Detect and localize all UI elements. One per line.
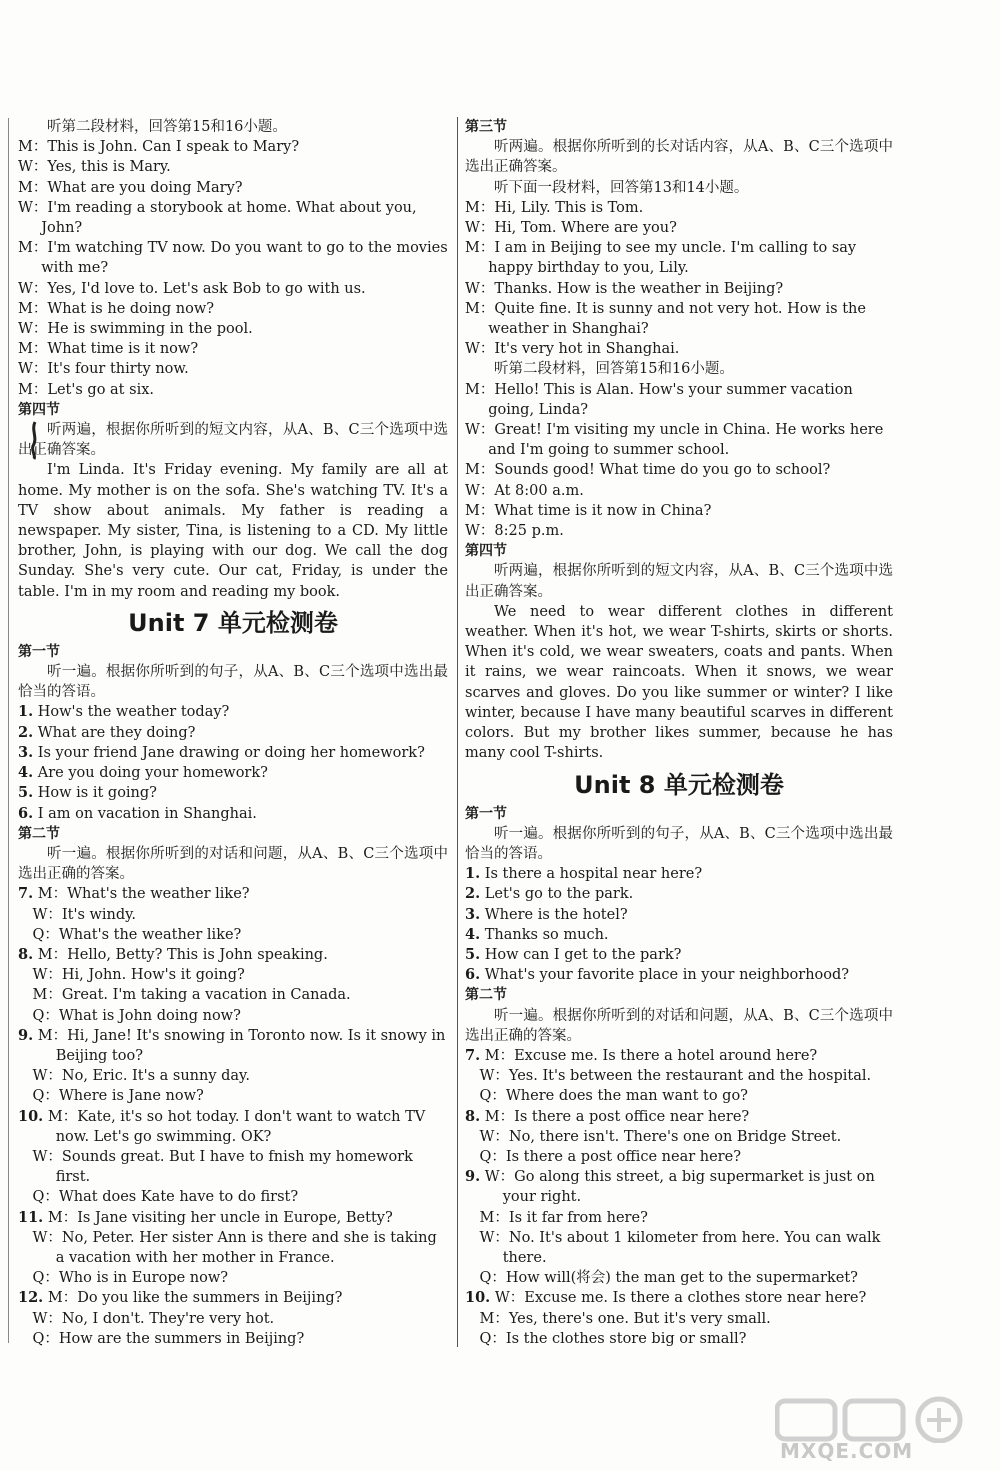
dialog-line bbox=[18, 1208, 448, 1228]
dialog-line: W：Hi, Tom. Where are you? bbox=[465, 220, 677, 237]
section-instructions: 听一遍。根据你所听到的对话和问题，从A、B、C三个选项中选出正确的答案。 bbox=[465, 1007, 893, 1044]
dialog-text: W：No, I don't. They're very hot. bbox=[32, 1310, 275, 1327]
dialog-line: W：Thanks. How is the weather in Beijing? bbox=[465, 280, 784, 297]
dialog-line: W：It's four thirty now. bbox=[18, 361, 189, 378]
question-number: 7. bbox=[465, 1046, 481, 1064]
dialog-line: M：Sounds good! What time do you go to school? bbox=[465, 462, 831, 479]
dialog-line bbox=[18, 1026, 448, 1066]
question-number: 11. bbox=[18, 1208, 44, 1226]
question-number: 2. bbox=[465, 885, 481, 903]
dialog-text: W：No, Peter. Her sister Ann is there and she is taking a vacation with her mother in France. bbox=[32, 1229, 437, 1266]
dialog-line bbox=[18, 1288, 448, 1308]
dialog-line: W：Yes, I'd love to. Let's ask Bob to go with us. bbox=[18, 280, 366, 297]
dialog-line bbox=[465, 1208, 893, 1228]
dialog-line bbox=[18, 905, 448, 925]
question-number: 10. bbox=[465, 1289, 491, 1307]
section-title: 第三节 bbox=[465, 119, 507, 135]
margin-rule bbox=[8, 118, 9, 1343]
dialog-text: M：Excuse me. Is there a hotel around here? bbox=[484, 1047, 818, 1064]
dialog bbox=[465, 198, 893, 360]
dialog-text: M：Great. I'm taking a vacation in Canada. bbox=[32, 987, 351, 1004]
question-text: Are you doing your homework? bbox=[37, 765, 268, 782]
question-item bbox=[465, 864, 893, 884]
dialog-text: W：No, there isn't. There's one on Bridge Street. bbox=[479, 1128, 842, 1145]
dialog-question-list bbox=[465, 1046, 893, 1349]
dialog-line bbox=[465, 1228, 893, 1268]
dialog-line bbox=[465, 1127, 893, 1147]
dialog-line bbox=[465, 1167, 893, 1207]
question-number: 8. bbox=[18, 945, 34, 963]
dialog-text: Q：Who is in Europe now? bbox=[32, 1270, 229, 1287]
question-number: 2. bbox=[18, 723, 34, 741]
dialog-line: M：What is he doing now? bbox=[18, 300, 215, 317]
dialog-line bbox=[465, 1046, 893, 1066]
dialog-line bbox=[465, 1268, 893, 1288]
dialog-text: Q：What's the weather like? bbox=[32, 926, 242, 943]
dialog-line: M：Quite fine. It is sunny and not very hot. How is the weather in Shanghai? bbox=[465, 300, 866, 338]
question-text: What's your favorite place in your neighborhood? bbox=[484, 967, 850, 984]
passage: We need to wear different clothes in different weather. When it's hot, we wear T-shirts, skirts or shorts. When it's cold, we wear sweaters, coats and pants. When it rains, we wear raincoats. When it snows, we wear scarves and gloves. Do you like summer or winter? I like winter, because I have many beautiful scarves in different colors. But my brother likes summer, because he has many cool T-shirts. bbox=[465, 603, 893, 762]
question-number: 9. bbox=[18, 1026, 34, 1044]
question-number: 6. bbox=[465, 966, 481, 984]
question-number: 5. bbox=[465, 945, 481, 963]
dialog-line: M：Let's go at six. bbox=[18, 381, 154, 398]
dialog-text: Q：How will(将会) the man get to the supermarket? bbox=[479, 1270, 858, 1287]
unit-title: Unit 7 单元检测卷 bbox=[128, 608, 338, 637]
dialog-text: M：Is it far from here? bbox=[479, 1209, 648, 1226]
question-number: 3. bbox=[465, 905, 481, 923]
dialog-line: W：Great! I'm visiting my uncle in China. He works here and I'm going to summer school. bbox=[465, 422, 884, 459]
dialog-line bbox=[465, 1086, 893, 1106]
section-title: 第一节 bbox=[18, 643, 60, 660]
dialog-text: Q：Where is Jane now? bbox=[32, 1088, 204, 1105]
dialog-text: M：Hi, Jane! It's snowing in Toronto now. Is it snowy in Beijing too? bbox=[37, 1027, 446, 1064]
question-item bbox=[18, 763, 448, 783]
question-text: How can I get to the park? bbox=[484, 946, 682, 963]
dialog-line bbox=[18, 1147, 448, 1187]
watermark bbox=[760, 1395, 1000, 1471]
question-number: 12. bbox=[18, 1289, 44, 1307]
dialog-text: W：It's windy. bbox=[32, 906, 137, 923]
question-item bbox=[18, 783, 448, 803]
question-number: 9. bbox=[465, 1168, 481, 1186]
dialog-line bbox=[18, 945, 448, 965]
dialog-text: M：Kate, it's so hot today. I don't want to watch TV now. Let's go swimming. OK? bbox=[47, 1108, 426, 1145]
dialog-line: M：This is John. Can I speak to Mary? bbox=[18, 139, 300, 156]
passage: I'm Linda. It's Friday evening. My family are all at home. My mother is on the sofa. She's watching TV. It's a TV show about animals. My father is reading a newspaper. My sister, Tina, is listening to a CD. My little brother, John, is playing with our dog. We call the dog Sunday. She's very cute. Our cat, Friday, is under the table. I'm in my room and reading my book. bbox=[18, 462, 448, 600]
section-title: 第二节 bbox=[465, 987, 507, 1004]
dialog bbox=[465, 380, 893, 542]
dialog-line: 听第二段材料，回答第15和16小题。 bbox=[47, 119, 287, 135]
question-text: Thanks so much. bbox=[484, 926, 609, 943]
dialog-line bbox=[465, 1309, 893, 1329]
dialog-line bbox=[18, 1086, 448, 1106]
dialog-text: Q：How are the summers in Beijing? bbox=[32, 1330, 305, 1347]
question-item bbox=[465, 925, 893, 945]
question-item bbox=[465, 884, 893, 904]
watermark-url: MXQE.COM bbox=[780, 1439, 914, 1463]
dialog-line bbox=[18, 1309, 448, 1329]
left-column bbox=[18, 117, 448, 1349]
dialog-line bbox=[18, 1066, 448, 1086]
question-item bbox=[465, 945, 893, 965]
dialog-line bbox=[18, 1329, 448, 1349]
dialog-text: Q：Is there a post office near here? bbox=[479, 1148, 741, 1165]
question-text: Is your friend Jane drawing or doing her homework? bbox=[37, 744, 425, 761]
question-list bbox=[18, 702, 448, 823]
dialog-text: W：Excuse me. Is there a clothes store near here? bbox=[494, 1290, 867, 1307]
dialog-line bbox=[465, 1329, 893, 1349]
unit-title: Unit 8 单元检测卷 bbox=[574, 770, 784, 799]
question-item bbox=[18, 702, 448, 722]
question-text: How's the weather today? bbox=[37, 704, 230, 721]
dialog-text: Q：What is John doing now? bbox=[32, 1007, 241, 1024]
dialog-line bbox=[18, 985, 448, 1005]
dialog-text: Q：Is the clothes store big or small? bbox=[479, 1330, 747, 1347]
sub-instructions: 听第二段材料，回答第15和16小题。 bbox=[494, 361, 734, 378]
question-item bbox=[465, 905, 893, 925]
dialog-line bbox=[18, 1107, 448, 1147]
dialog-line bbox=[18, 965, 448, 985]
section-instructions: 听一遍。根据你所听到的句子，从A、B、C三个选项中选出最恰当的答语。 bbox=[18, 664, 448, 701]
dialog-line: M：Hello! This is Alan. How's your summer vacation going, Linda? bbox=[465, 381, 853, 418]
dialog-line bbox=[18, 884, 448, 904]
watermark-logo-icon bbox=[775, 1395, 975, 1443]
question-text: How is it going? bbox=[37, 785, 157, 802]
dialog-line: W：It's very hot in Shanghai. bbox=[465, 341, 680, 358]
dialog-line: M：What time is it now in China? bbox=[465, 502, 712, 519]
dialog-line: W：Yes, this is Mary. bbox=[18, 159, 171, 176]
section-title: 第四节 bbox=[465, 543, 507, 560]
dialog-text: W：Sounds great. But I have to fnish my homework first. bbox=[32, 1148, 413, 1186]
section-instructions: 听两遍，根据你所听到的短文内容，从A、B、C三个选项中选出正确答案。 bbox=[465, 563, 893, 600]
dialog-line bbox=[465, 1147, 893, 1167]
dialog-line: W：I'm reading a storybook at home. What about you, John? bbox=[18, 199, 417, 237]
dialog-line bbox=[18, 1187, 448, 1207]
question-item bbox=[18, 804, 448, 824]
question-number: 4. bbox=[465, 925, 481, 943]
dialog-line: M：Hi, Lily. This is Tom. bbox=[465, 199, 644, 216]
dialog-text: M：Yes, there's one. But it's very small. bbox=[479, 1310, 771, 1327]
question-number: 8. bbox=[465, 1107, 481, 1125]
dialog-text: W：Yes. It's between the restaurant and the hospital. bbox=[479, 1068, 872, 1085]
question-text: Is there a hospital near here? bbox=[484, 866, 703, 883]
question-list bbox=[465, 864, 893, 985]
sub-instructions: 听下面一段材料，回答第13和14小题。 bbox=[494, 179, 749, 196]
question-text: What are they doing? bbox=[37, 724, 196, 741]
dialog-line: M：What time is it now? bbox=[18, 341, 199, 358]
section-title: 第二节 bbox=[18, 825, 60, 842]
column-divider bbox=[457, 117, 458, 1347]
dialog-question-list bbox=[18, 884, 448, 1349]
question-item bbox=[465, 965, 893, 985]
question-number: 1. bbox=[18, 703, 34, 721]
section-instructions: 听两遍。根据你所听到的长对话内容，从A、B、C三个选项中选出正确答案。 bbox=[465, 139, 893, 176]
question-text: Where is the hotel? bbox=[484, 906, 628, 923]
dialog-line: M：I am in Beijing to see my uncle. I'm calling to say happy birthday to you, Lily. bbox=[465, 240, 857, 277]
question-number: 10. bbox=[18, 1107, 44, 1125]
section-instructions: 听一遍。根据你所听到的句子，从A、B、C三个选项中选出最恰当的答语。 bbox=[465, 825, 893, 862]
question-text: Let's go to the park. bbox=[484, 886, 634, 903]
question-number: 1. bbox=[465, 865, 481, 883]
dialog-line bbox=[18, 1268, 448, 1288]
section-title: 第四节 bbox=[18, 401, 60, 418]
dialog-line bbox=[465, 1066, 893, 1086]
dialog-line: W：8:25 p.m. bbox=[465, 523, 564, 540]
dialog-line bbox=[18, 1006, 448, 1026]
dialog-text: M：Is Jane visiting her uncle in Europe, Betty? bbox=[47, 1209, 393, 1226]
dialog-part1 bbox=[18, 117, 448, 400]
dialog-line bbox=[18, 925, 448, 945]
dialog-text: Q：What does Kate have to do first? bbox=[32, 1189, 299, 1206]
question-number: 5. bbox=[18, 784, 34, 802]
dialog-line bbox=[18, 1228, 448, 1268]
dialog-text: W：No, Eric. It's a sunny day. bbox=[32, 1068, 250, 1085]
dialog-line: M：What are you doing Mary? bbox=[18, 179, 243, 196]
question-item bbox=[18, 723, 448, 743]
question-number: 7. bbox=[18, 885, 34, 903]
section-title: 第一节 bbox=[465, 805, 507, 822]
dialog-text: W：Hi, John. How's it going? bbox=[32, 967, 245, 984]
dialog-line: W：At 8:00 a.m. bbox=[465, 482, 584, 499]
dialog-text: M：Hello, Betty? This is John speaking. bbox=[37, 946, 328, 963]
question-number: 3. bbox=[18, 743, 34, 761]
right-column bbox=[465, 117, 893, 1349]
dialog-text: W：No. It's about 1 kilometer from here. You can walk there. bbox=[479, 1229, 881, 1266]
dialog-text: M：Is there a post office near here? bbox=[484, 1108, 750, 1125]
section-instructions: 听两遍，根据你所听到的短文内容，从A、B、C三个选项中选出正确答案。 bbox=[18, 422, 448, 459]
dialog-line bbox=[465, 1288, 893, 1308]
dialog-text: W：Go along this street, a big supermarket is just on your right. bbox=[484, 1169, 875, 1206]
question-text: I am on vacation in Shanghai. bbox=[37, 805, 257, 822]
dialog-text: M：What's the weather like? bbox=[37, 886, 250, 903]
dialog-line bbox=[465, 1107, 893, 1127]
dialog-text: M：Do you like the summers in Beijing? bbox=[47, 1290, 343, 1307]
dialog-text: Q：Where does the man want to go? bbox=[479, 1088, 748, 1105]
question-number: 6. bbox=[18, 804, 34, 822]
dialog-line: M：I'm watching TV now. Do you want to go to the movies with me? bbox=[18, 240, 448, 277]
question-item bbox=[18, 743, 448, 763]
question-number: 4. bbox=[18, 764, 34, 782]
dialog-line: W：He is swimming in the pool. bbox=[18, 321, 253, 338]
section-instructions: 听一遍。根据你所听到的对话和问题，从A、B、C三个选项中选出正确的答案。 bbox=[18, 845, 448, 883]
